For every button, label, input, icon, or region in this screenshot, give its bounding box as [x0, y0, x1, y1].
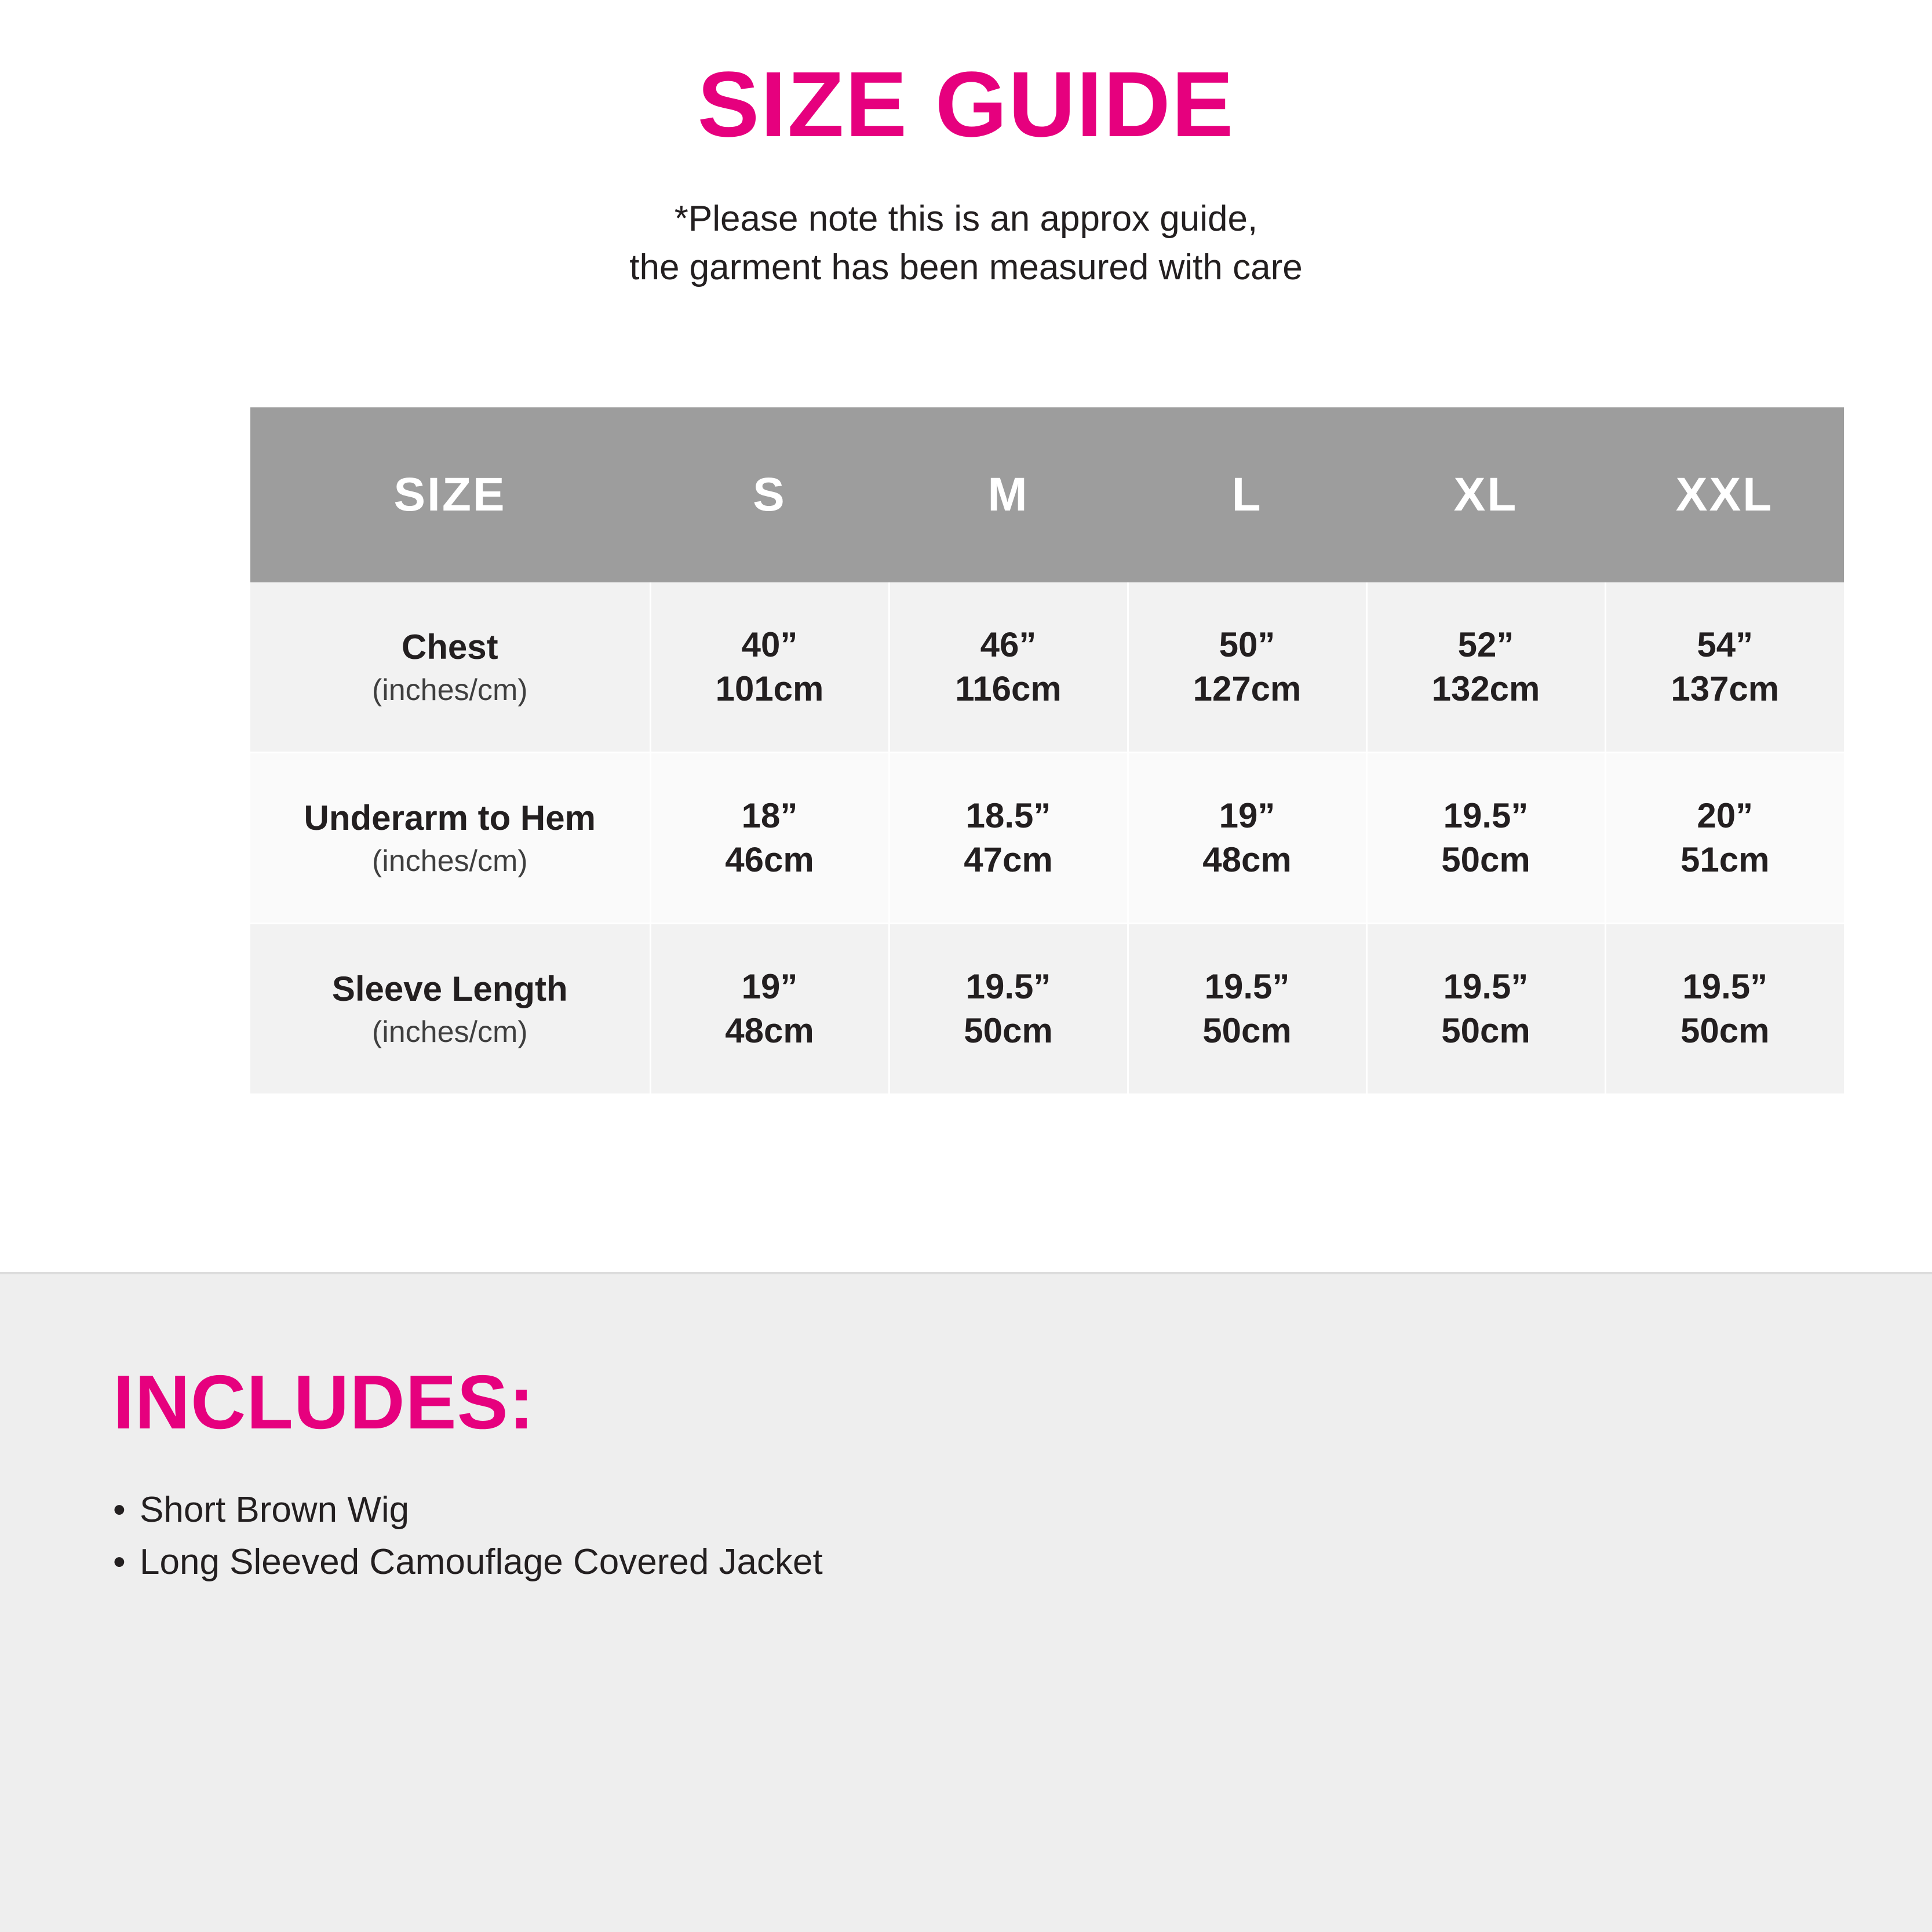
- size-table-container: [250, 407, 1780, 1095]
- value-cm: 51cm: [1681, 840, 1770, 880]
- measure-name: Chest: [401, 627, 498, 666]
- value-inches: 50”: [1219, 625, 1275, 664]
- measure-name: Underarm to Hem: [304, 798, 596, 837]
- measure-units: (inches/cm): [371, 844, 528, 878]
- value-inches: 19.5”: [1443, 796, 1529, 835]
- cell-sleeve-s: [650, 924, 889, 1095]
- value-cm: 50cm: [964, 1011, 1053, 1051]
- bullet-icon: •: [113, 1490, 126, 1530]
- cell-sleeve-xl: [1366, 924, 1605, 1095]
- value-cm: 50cm: [1681, 1011, 1770, 1051]
- size-table: [250, 407, 1844, 1095]
- cell-chest-m: [889, 582, 1128, 753]
- value-cm: 50cm: [1441, 840, 1530, 880]
- size-table-body: [250, 582, 1844, 1095]
- includes-title: INCLUDES:: [113, 1359, 535, 1445]
- cell-chest-l: [1128, 582, 1366, 753]
- row-label-sleeve-length: [250, 924, 650, 1095]
- cell-sleeve-m: [889, 924, 1128, 1095]
- value-cm: 137cm: [1671, 669, 1780, 709]
- page-header: [0, 0, 1932, 291]
- list-item-label: Short Brown Wig: [140, 1490, 410, 1530]
- cell-underarm-s: [650, 753, 889, 924]
- value-inches: 18”: [741, 796, 798, 835]
- bullet-icon: •: [113, 1541, 126, 1582]
- value-cm: 50cm: [1441, 1011, 1530, 1051]
- includes-list: [0, 1441, 1932, 1588]
- value-cm: 48cm: [1202, 840, 1292, 880]
- value-cm: 50cm: [1202, 1011, 1292, 1051]
- size-table-head: [250, 407, 1844, 582]
- approx-guide-note: [0, 195, 1932, 291]
- table-row: [250, 924, 1844, 1095]
- column-header-size: SIZE: [250, 407, 650, 582]
- value-inches: 18.5”: [965, 796, 1051, 835]
- value-cm: 132cm: [1431, 669, 1540, 709]
- cell-underarm-l: [1128, 753, 1366, 924]
- value-inches: 54”: [1697, 625, 1754, 664]
- cell-sleeve-l: [1128, 924, 1366, 1095]
- cell-chest-xxl: [1605, 582, 1844, 753]
- list-item-label: Long Sleeved Camouflage Covered Jacket: [140, 1541, 823, 1582]
- value-inches: 19.5”: [965, 967, 1051, 1006]
- value-inches: 19”: [741, 967, 798, 1006]
- value-cm: 46cm: [725, 840, 814, 880]
- value-cm: 48cm: [725, 1011, 814, 1051]
- note-line-2: the garment has been measured with care: [629, 247, 1303, 287]
- row-label-underarm-to-hem: [250, 753, 650, 924]
- includes-panel: [0, 1272, 1932, 1932]
- column-header-l: L: [1128, 407, 1366, 582]
- row-label-chest: [250, 582, 650, 753]
- page-title: SIZE GUIDE: [697, 52, 1235, 156]
- measure-name: Sleeve Length: [331, 969, 568, 1008]
- cell-chest-xl: [1366, 582, 1605, 753]
- list-item: [113, 1484, 1932, 1536]
- value-inches: 19.5”: [1682, 967, 1768, 1006]
- value-inches: 46”: [980, 625, 1037, 664]
- value-inches: 52”: [1457, 625, 1514, 664]
- note-line-1: *Please note this is an approx guide,: [674, 199, 1258, 239]
- value-cm: 47cm: [964, 840, 1053, 880]
- column-header-s: S: [650, 407, 889, 582]
- value-cm: 127cm: [1193, 669, 1302, 709]
- column-header-xxl: XXL: [1605, 407, 1844, 582]
- value-cm: 101cm: [715, 669, 824, 709]
- table-row: [250, 753, 1844, 924]
- cell-chest-s: [650, 582, 889, 753]
- value-inches: 40”: [741, 625, 798, 664]
- value-inches: 19.5”: [1204, 967, 1290, 1006]
- column-header-m: M: [889, 407, 1128, 582]
- cell-sleeve-xxl: [1605, 924, 1844, 1095]
- value-cm: 116cm: [955, 669, 1062, 709]
- cell-underarm-xxl: [1605, 753, 1844, 924]
- value-inches: 19”: [1219, 796, 1275, 835]
- measure-units: (inches/cm): [371, 1015, 528, 1049]
- table-row: [250, 582, 1844, 753]
- table-header-row: [250, 407, 1844, 582]
- cell-underarm-m: [889, 753, 1128, 924]
- value-inches: 19.5”: [1443, 967, 1529, 1006]
- measure-units: (inches/cm): [371, 673, 528, 707]
- cell-underarm-xl: [1366, 753, 1605, 924]
- column-header-xl: XL: [1366, 407, 1605, 582]
- value-inches: 20”: [1697, 796, 1754, 835]
- list-item: [113, 1536, 1932, 1588]
